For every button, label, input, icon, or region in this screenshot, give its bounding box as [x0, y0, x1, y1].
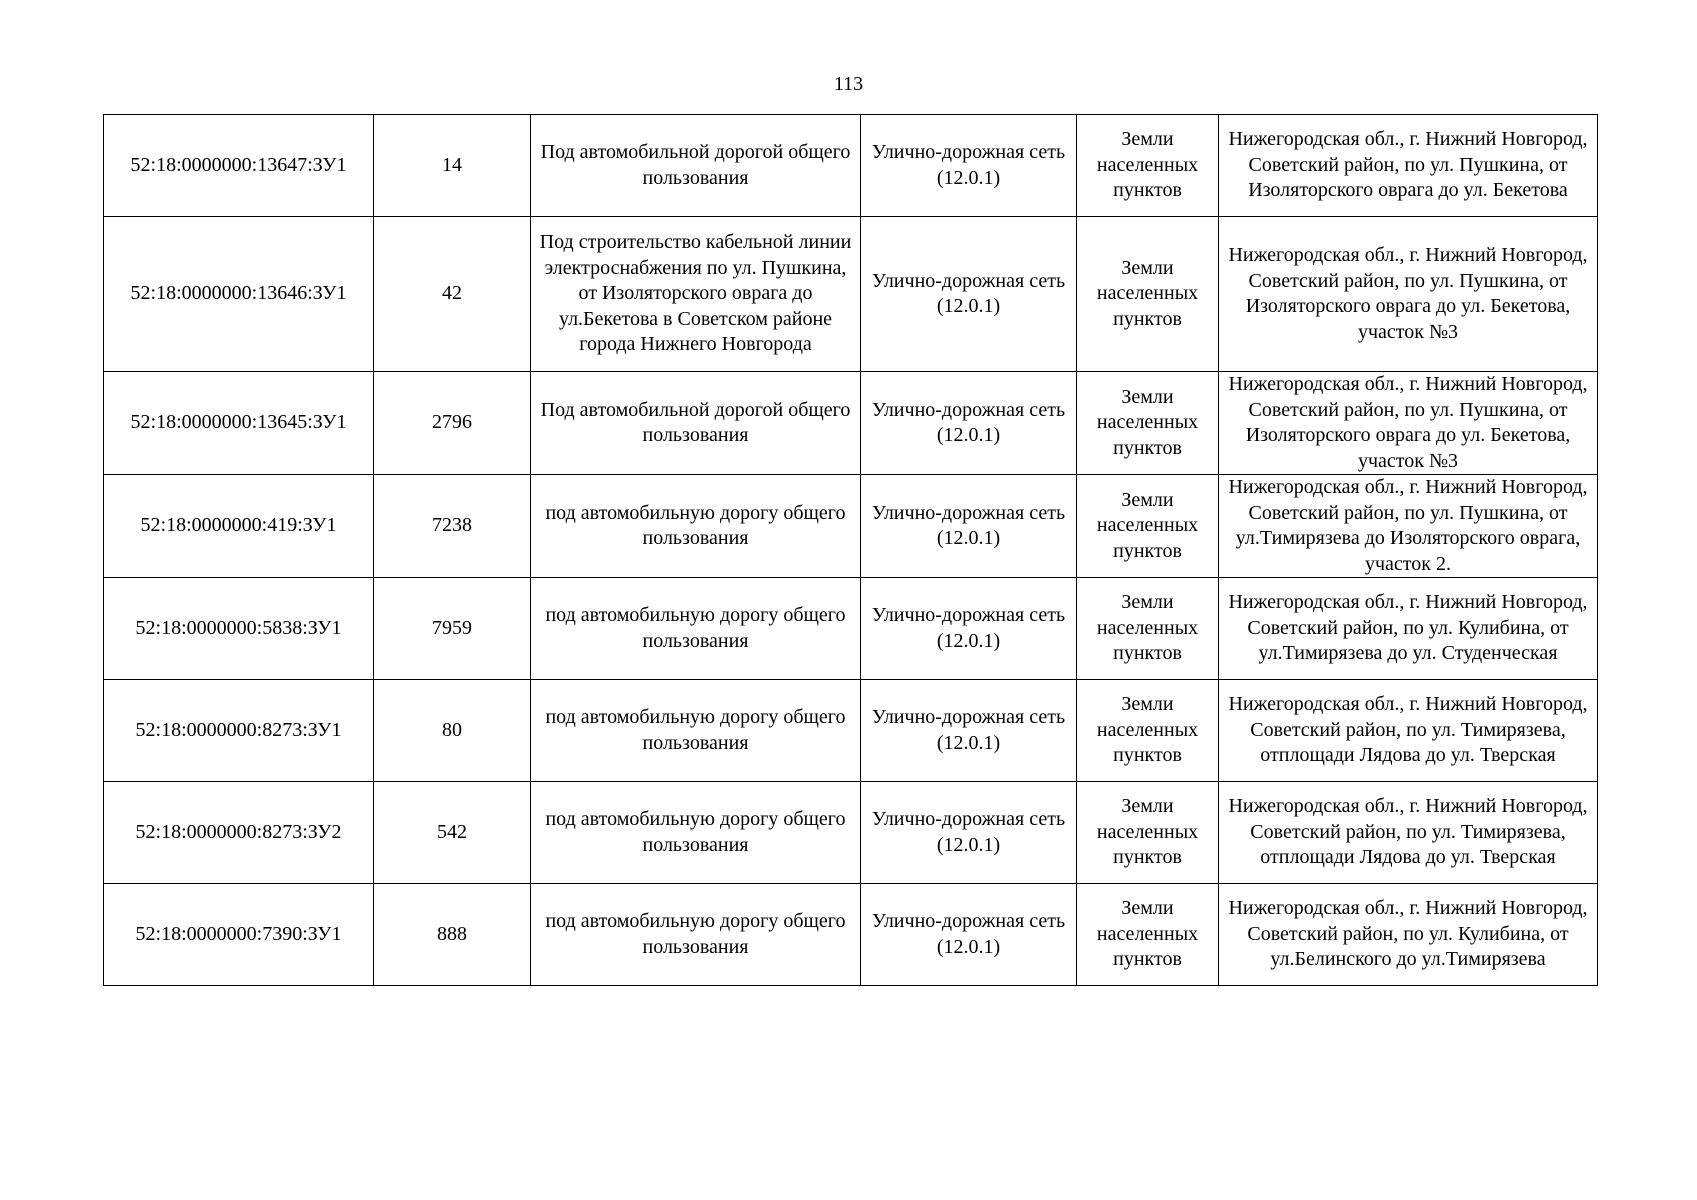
address-cell: Нижегородская обл., г. Нижний Новгород, Советский район, по ул. Тимирязева, отплощади Лядова до ул. Тверская: [1219, 680, 1598, 782]
land-category-cell: Земли населенных пунктов: [1077, 782, 1219, 884]
address-cell: Нижегородская обл., г. Нижний Новгород, Советский район, по ул. Кулибина, от ул.Тимирязева до ул. Студенческая: [1219, 578, 1598, 680]
purpose-cell: под автомобильную дорогу общего пользования: [531, 475, 861, 578]
land-category-cell: Земли населенных пунктов: [1077, 578, 1219, 680]
area-cell: 80: [374, 680, 531, 782]
area-cell: 7959: [374, 578, 531, 680]
land-category-cell: Земли населенных пунктов: [1077, 372, 1219, 475]
purpose-cell: под автомобильную дорогу общего пользования: [531, 884, 861, 986]
cadastral-number-cell: 52:18:0000000:7390:ЗУ1: [104, 884, 374, 986]
address-cell: Нижегородская обл., г. Нижний Новгород, Советский район, по ул. Тимирязева, отплощади Лядова до ул. Тверская: [1219, 782, 1598, 884]
cadastral-number-cell: 52:18:0000000:13646:ЗУ1: [104, 217, 374, 372]
use-type-cell: Улично-дорожная сеть (12.0.1): [861, 782, 1077, 884]
table-row: [104, 884, 1598, 986]
use-type-cell: Улично-дорожная сеть (12.0.1): [861, 578, 1077, 680]
land-category-cell: Земли населенных пунктов: [1077, 475, 1219, 578]
area-cell: 2796: [374, 372, 531, 475]
purpose-cell: под автомобильную дорогу общего пользования: [531, 782, 861, 884]
cadastral-number-cell: 52:18:0000000:419:ЗУ1: [104, 475, 374, 578]
table-row: [104, 578, 1598, 680]
area-cell: 542: [374, 782, 531, 884]
land-category-cell: Земли населенных пунктов: [1077, 884, 1219, 986]
address-cell: Нижегородская обл., г. Нижний Новгород, Советский район, по ул. Пушкина, от ул.Тимирязева до Изоляторского оврага, участок 2.: [1219, 475, 1598, 578]
table-row: [104, 782, 1598, 884]
purpose-cell: Под автомобильной дорогой общего пользования: [531, 372, 861, 475]
table-row: [104, 680, 1598, 782]
land-category-cell: Земли населенных пунктов: [1077, 680, 1219, 782]
cadastral-number-cell: 52:18:0000000:8273:ЗУ2: [104, 782, 374, 884]
cadastral-number-cell: 52:18:0000000:13645:ЗУ1: [104, 372, 374, 475]
purpose-cell: под автомобильную дорогу общего пользования: [531, 578, 861, 680]
land-parcels-table: [103, 114, 1598, 986]
area-cell: 888: [374, 884, 531, 986]
address-cell: Нижегородская обл., г. Нижний Новгород, Советский район, по ул. Пушкина, от Изоляторского оврага до ул. Бекетова: [1219, 115, 1598, 217]
cadastral-number-cell: 52:18:0000000:8273:ЗУ1: [104, 680, 374, 782]
area-cell: 42: [374, 217, 531, 372]
use-type-cell: Улично-дорожная сеть (12.0.1): [861, 680, 1077, 782]
purpose-cell: Под строительство кабельной линии электроснабжения по ул. Пушкина, от Изоляторского оврага до ул.Бекетова в Советском районе города Нижнего Новгорода: [531, 217, 861, 372]
use-type-cell: Улично-дорожная сеть (12.0.1): [861, 475, 1077, 578]
table-row: [104, 217, 1598, 372]
cadastral-number-cell: 52:18:0000000:13647:ЗУ1: [104, 115, 374, 217]
land-category-cell: Земли населенных пунктов: [1077, 115, 1219, 217]
address-cell: Нижегородская обл., г. Нижний Новгород, Советский район, по ул. Пушкина, от Изоляторского оврага до ул. Бекетова, участок №3: [1219, 217, 1598, 372]
address-cell: Нижегородская обл., г. Нижний Новгород, Советский район, по ул. Пушкина, от Изоляторского оврага до ул. Бекетова, участок №3: [1219, 372, 1598, 475]
table-row: [104, 372, 1598, 475]
use-type-cell: Улично-дорожная сеть (12.0.1): [861, 884, 1077, 986]
land-category-cell: Земли населенных пунктов: [1077, 217, 1219, 372]
purpose-cell: Под автомобильной дорогой общего пользования: [531, 115, 861, 217]
table-row: [104, 115, 1598, 217]
address-cell: Нижегородская обл., г. Нижний Новгород, Советский район, по ул. Кулибина, от ул.Белинского до ул.Тимирязева: [1219, 884, 1598, 986]
cadastral-number-cell: 52:18:0000000:5838:ЗУ1: [104, 578, 374, 680]
table-row: [104, 475, 1598, 578]
area-cell: 14: [374, 115, 531, 217]
page-number: 113: [833, 73, 864, 95]
area-cell: 7238: [374, 475, 531, 578]
use-type-cell: Улично-дорожная сеть (12.0.1): [861, 372, 1077, 475]
purpose-cell: под автомобильную дорогу общего пользования: [531, 680, 861, 782]
use-type-cell: Улично-дорожная сеть (12.0.1): [861, 115, 1077, 217]
use-type-cell: Улично-дорожная сеть (12.0.1): [861, 217, 1077, 372]
